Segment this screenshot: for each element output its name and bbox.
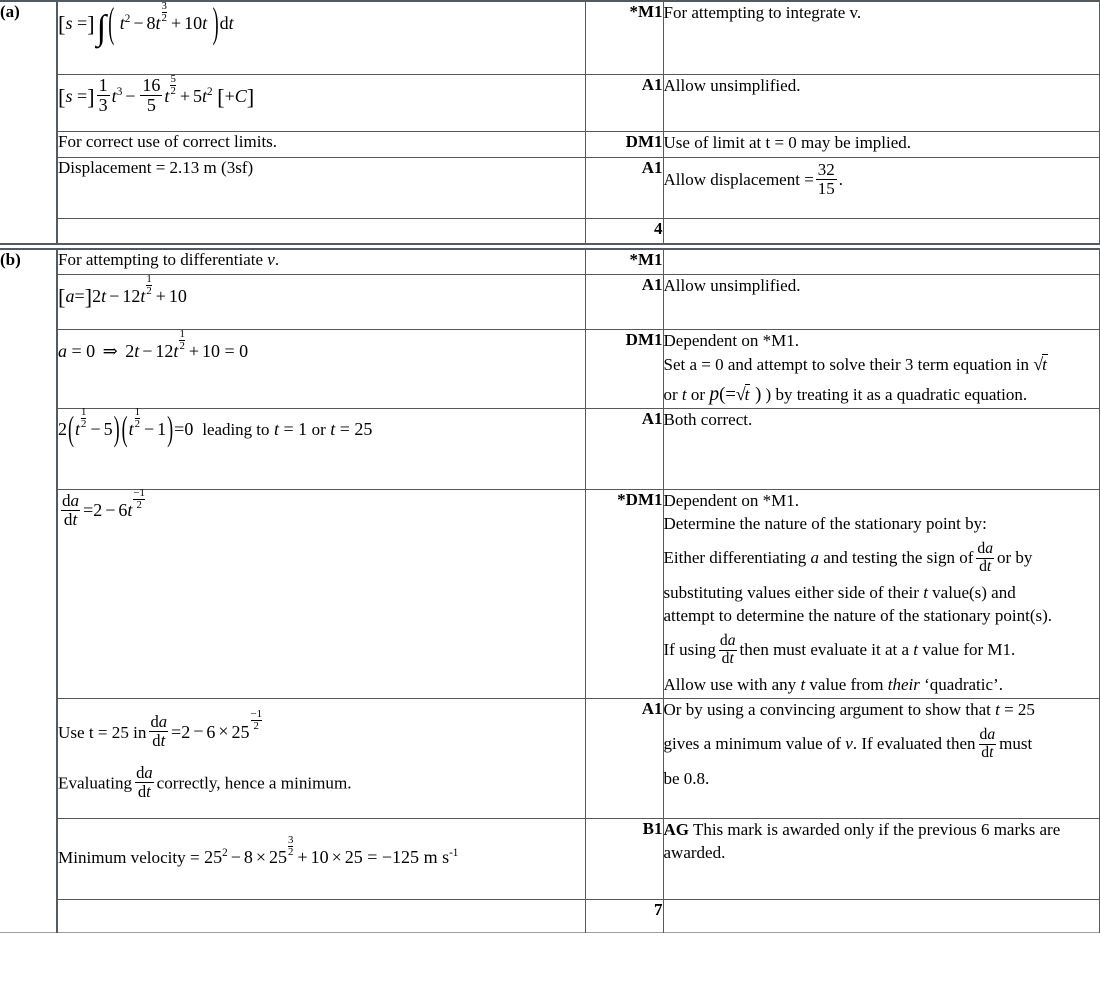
table-row: [0, 132, 1100, 158]
mark-code: A1: [585, 75, 663, 132]
note-empty: [663, 899, 1100, 932]
table-row: [0, 408, 1100, 489]
working-empty: [57, 219, 585, 245]
table-row: [0, 698, 1100, 818]
note-line-3: be 0.8.: [663, 768, 710, 788]
note-text: Both correct.: [663, 408, 1100, 489]
working-antiderivative: [57, 72, 585, 132]
note-line-3-c: (=: [719, 384, 736, 406]
math-dadt-expression: $\frac{da}{dt}$ =2 − 6t $\frac{-1}{2}$: [62, 487, 145, 530]
note-text: Allow unsimplified.: [663, 75, 1100, 132]
working-use-t25: [57, 698, 585, 818]
mark-code: A1: [585, 275, 663, 330]
note-text-dm1: [663, 330, 1100, 409]
note-line-6: [664, 633, 1100, 668]
note-line-6-a: If using: [663, 639, 716, 659]
math-integral-expression: [s =]∫ ( $t^2 - 8t$ $\frac{3}{2}$ + 10t )dt: [58, 0, 234, 48]
note-text-displacement: [663, 158, 1100, 219]
note-line-2: awarded.: [663, 842, 726, 862]
note-line-3-a: Either differentiating a and testing the sign of: [663, 547, 974, 567]
note-text-a1-argument: [663, 698, 1100, 818]
label-spacer: [0, 132, 57, 158]
math-factorised-expression: 2(t $\frac{1}{2}$ − 5) (t $\frac{1}{2}$ − 1)=0 leading to t = 1 or t = 25: [58, 406, 373, 449]
working-differentiate: [57, 249, 585, 275]
label-spacer: [0, 698, 57, 818]
mark-code: A1: [585, 158, 663, 219]
note-line-7-c: ‘quadratic’.: [924, 674, 1003, 694]
mark-code: *M1: [585, 249, 663, 275]
dadt-fraction-icon: $\frac{da}{dt}$: [979, 725, 996, 761]
part-label-a: (a): [0, 2, 20, 21]
mark-code: *DM1: [585, 489, 663, 698]
table-row-total: [0, 219, 1100, 245]
note-empty: [663, 219, 1100, 245]
working-min-velocity: [57, 818, 585, 899]
note-line-6-b: then must evaluate it at a t value for M1.: [739, 639, 1016, 659]
note-text-star-dm1: [663, 489, 1100, 698]
table-row: [0, 249, 1100, 275]
label-spacer: [0, 330, 57, 409]
note-line-2: gives a minimum value of v. If evaluated then $\frac{da}{dt}$ must: [663, 725, 1033, 761]
table-row-total: [0, 899, 1100, 932]
working-acceleration: [57, 272, 585, 330]
frac-denominator: 15: [817, 178, 835, 198]
math-acceleration-expression: [a=]2t − 12t $\frac{1}{2}$ + 10: [58, 272, 187, 310]
note-line-3-a: or t or: [663, 385, 706, 405]
note-line-2-text: Set a = 0 and attempt to solve their 3 term equation in: [663, 355, 1030, 375]
note-text: For attempting to integrate v.: [663, 2, 1100, 75]
or-text: or: [311, 420, 326, 440]
working-limits: For correct use of correct limits.: [57, 132, 585, 158]
note-line-3-e: ) by treating it as a quadratic equation.: [765, 385, 1028, 405]
note-p-symbol: p: [709, 384, 720, 406]
note-line-2: Determine the nature of the stationary point by:: [663, 513, 987, 533]
note-line-4: substituting values either side of their t value(s) and: [663, 582, 1016, 602]
table-row: [0, 818, 1100, 899]
label-spacer: [0, 818, 57, 899]
dadt-fraction-icon: $\frac{da}{dt}$: [977, 539, 993, 575]
table-row: [0, 2, 1100, 75]
table-row: [0, 489, 1100, 698]
math-antiderivative-expression: [s =] $\frac{1}{3}$ $t^3$ − $\frac{16}{5}$ t $\frac{5}{2}$ + $5t^2$ [+C]: [58, 72, 255, 116]
mark-code: A1: [585, 698, 663, 818]
sqrt-t-icon: √t: [1033, 354, 1047, 375]
math-min-velocity-expression: Minimum velocity = $25^2 - 8 \times 25$ $\frac{3}{2}$ + 10 × 25 = −125 m $s^{-1}$: [58, 834, 459, 868]
use-t25-prefix: Use t = 25 in: [58, 722, 147, 742]
note-line-3: [664, 541, 1100, 576]
note-line-5: attempt to determine the nature of the stationary point(s).: [663, 605, 1053, 625]
note-their-emphasis: their: [887, 674, 920, 694]
label-spacer: [0, 489, 57, 698]
table-row: [0, 75, 1100, 132]
label-spacer: [0, 158, 57, 219]
math-use-t25-line2: Evaluating $\frac{da}{dt}$ correctly, hence a minimum.: [58, 762, 352, 801]
note-line-2-b: must: [999, 733, 1033, 753]
note-empty: [663, 249, 1100, 275]
label-spacer: [0, 219, 57, 245]
note-line-1: Or by using a convincing argument to show that t = 25: [663, 699, 1035, 719]
sqrt-t-icon: √t: [735, 384, 750, 405]
working-dadt: [57, 489, 585, 698]
note-line-1: [664, 819, 1100, 841]
working-differentiate-text: For attempting to differentiate v.: [58, 250, 280, 269]
mark-code: *M1: [585, 2, 663, 75]
note-text: Use of limit at t = 0 may be implied.: [663, 132, 1100, 158]
math-set-a-zero-expression: a = 0 ⇒ 2t − 12t $\frac{1}{2}$ + 10 = 0: [58, 327, 249, 361]
note-line-3-b: or by: [997, 547, 1033, 567]
note-allow-displacement: [663, 160, 844, 198]
evaluating-prefix: Evaluating: [58, 773, 133, 793]
note-line-1: Dependent on *M1.: [663, 331, 800, 350]
part-a-total-marks: 4: [585, 219, 663, 245]
working-set-a-zero: [57, 327, 585, 409]
table-row: [0, 275, 1100, 330]
note-line-3: or t or p(=√t ) ) by treating it as a quadratic equation.: [663, 384, 1028, 406]
part-b-total-marks: 7: [585, 899, 663, 932]
mark-code: DM1: [585, 132, 663, 158]
mark-code: A1: [585, 408, 663, 489]
frac-numerator: 32: [817, 160, 835, 179]
note-text: Allow unsimplified.: [663, 275, 1100, 330]
note-prefix: Allow displacement =: [663, 170, 814, 190]
label-spacer: [0, 75, 57, 132]
note-line-1-text: This mark is awarded only if the previous 6 marks are: [692, 819, 1061, 839]
table-row: [0, 158, 1100, 219]
note-line-1: Dependent on *M1.: [663, 490, 800, 510]
mark-code: DM1: [585, 330, 663, 409]
note-ag-badge: AG: [663, 819, 689, 839]
table-row: [0, 330, 1100, 409]
min-velocity-prefix: Minimum velocity =: [58, 848, 200, 868]
note-line-7: Allow use with any t value from their ‘quadratic’.: [663, 674, 1003, 694]
label-spacer: [0, 275, 57, 330]
working-factorised: [57, 408, 585, 489]
working-empty: [57, 899, 585, 932]
math-use-t25-line1: Use t = 25 in $\frac{da}{dt}$ =2 − 6 × 25 $\frac{-1}{2}$: [58, 708, 262, 750]
mark-code: B1: [585, 818, 663, 899]
table-bottom-rule: [0, 932, 1100, 933]
part-label-b: (b): [0, 250, 21, 269]
evaluating-suffix: correctly, hence a minimum.: [156, 773, 352, 793]
working-displacement: Displacement = 2.13 m (3sf): [57, 158, 585, 219]
note-suffix: .: [838, 170, 844, 190]
label-spacer: [0, 899, 57, 932]
working-integral: [57, 2, 585, 75]
note-line-2: [664, 353, 1100, 376]
label-spacer: [0, 408, 57, 489]
leading-to-text: leading to: [202, 420, 270, 440]
note-text-b1: [663, 818, 1100, 899]
dadt-fraction-icon: $\frac{da}{dt}$: [719, 631, 736, 667]
